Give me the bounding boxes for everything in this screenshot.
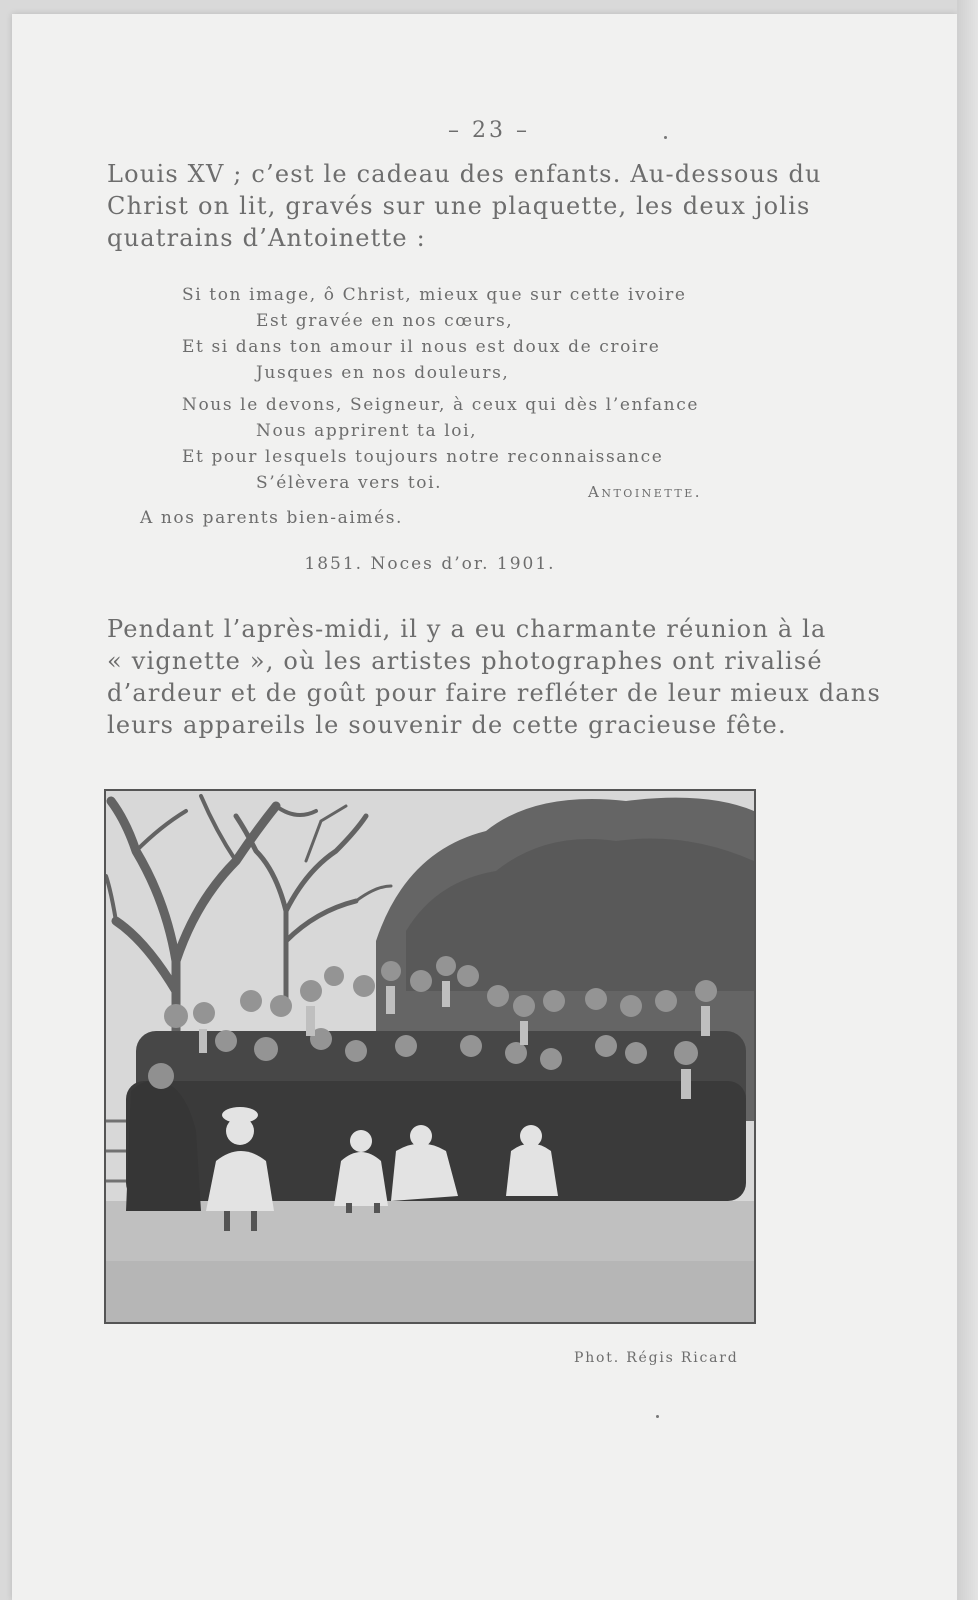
intro-line: quatrains d’Antoinette : [107, 224, 426, 252]
poem-line: Est gravée en nos cœurs, [256, 311, 514, 331]
poem-line: Jusques en nos douleurs, [256, 363, 510, 383]
poem-line: Nous le devons, Seigneur, à ceux qui dès l’enfance [182, 395, 700, 415]
photo-credit: Phot. Régis Ricard [574, 1350, 739, 1366]
poem-dedication: A nos parents bien-aimés. [140, 508, 404, 528]
intro-line: Louis XV ; c’est le cadeau des enfants. Au-dessous du [107, 160, 822, 188]
poem-line: Et si dans ton amour il nous est doux de croire [182, 337, 661, 357]
afternoon-line: Pendant l’après-midi, il y a eu charmante réunion à la [107, 615, 827, 643]
poem-signature: Antoinette. [588, 483, 702, 501]
afternoon-paragraph [107, 613, 881, 741]
afternoon-line: leurs appareils le souvenir de cette gracieuse fête. [107, 711, 787, 739]
page-number: – 23 – [448, 118, 530, 143]
poem-line: Et pour lesquels toujours notre reconnaissance [182, 447, 664, 467]
intro-line: Christ on lit, gravés sur une plaquette, les deux jolis [107, 192, 811, 220]
quatrains [182, 282, 742, 496]
group-photograph [104, 789, 756, 1324]
scan-edge [957, 0, 978, 1600]
poem-line: Nous apprirent ta loi, [256, 421, 478, 441]
afternoon-line: d’ardeur et de goût pour faire refléter de leur mieux dans [107, 679, 881, 707]
scan-speck [664, 136, 667, 139]
afternoon-line: « vignette », où les artistes photographes ont rivalisé [107, 647, 823, 675]
intro-paragraph [107, 158, 822, 254]
poem-line: S’élèvera vers toi. [256, 473, 443, 493]
scan-speck [656, 1415, 659, 1418]
anniversary-line: 1851. Noces d’or. 1901. [304, 554, 556, 574]
poem-line: Si ton image, ô Christ, mieux que sur cette ivoire [182, 285, 687, 305]
